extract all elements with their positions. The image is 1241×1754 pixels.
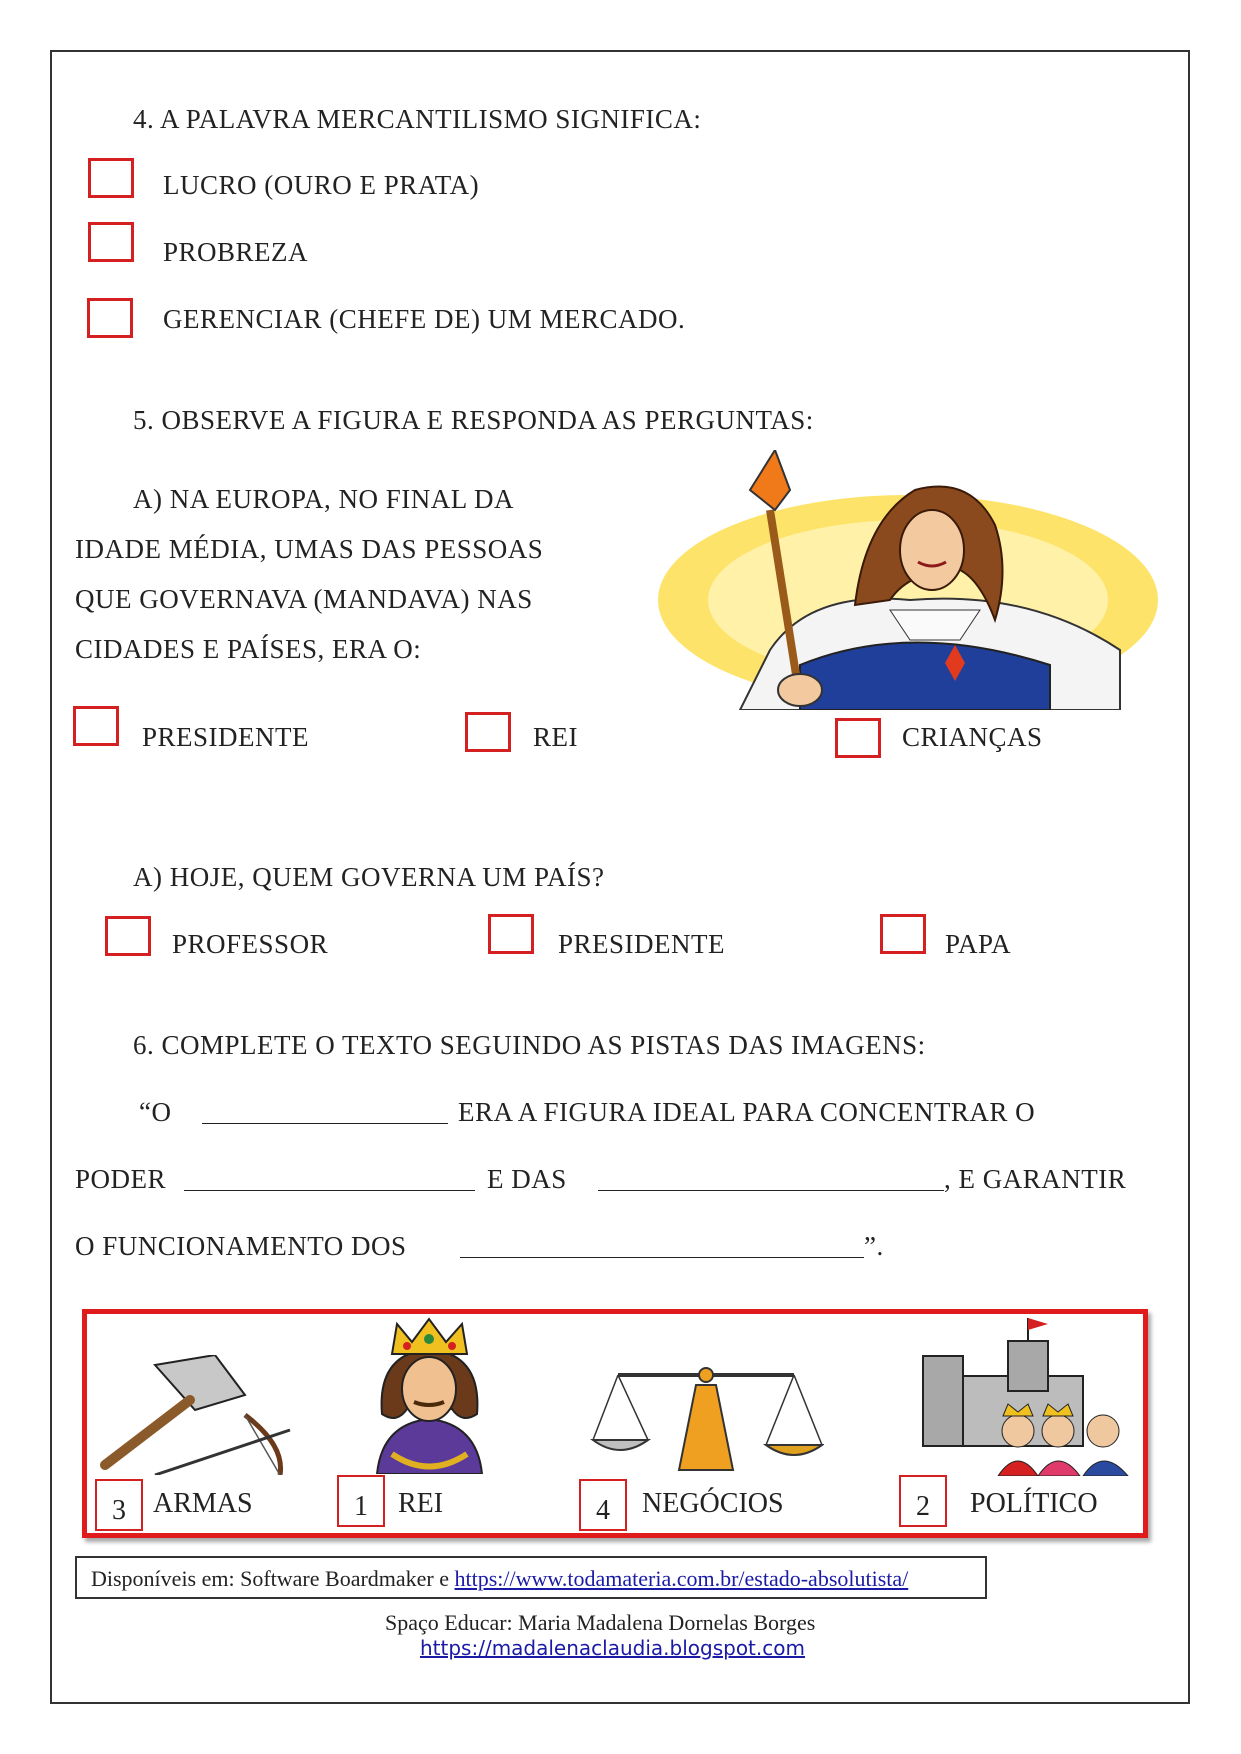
q5a-line-4: CIDADES E PAÍSES, ERA O: [75,634,422,664]
q5a-option-rei-label: REI [533,722,578,752]
source-text: Disponíveis em: Software Boardmaker e [91,1566,455,1591]
q4-option-1-checkbox[interactable] [88,158,134,198]
q6-blank-4[interactable] [460,1257,864,1258]
q5a-option-criancas-checkbox[interactable] [835,718,881,758]
q5a-option-presidente-label: PRESIDENTE [142,722,309,752]
weapons-icon [95,1355,295,1475]
q5-prompt: 5. OBSERVE A FIGURA E RESPONDA AS PERGUNTAS: [133,405,814,435]
king-icon [342,1314,517,1474]
clue-4-number: 2 [899,1475,947,1527]
q5a-line-2: IDADE MÉDIA, UMAS DAS PESSOAS [75,534,544,564]
q5b-option-papa-label: PAPA [945,929,1012,959]
q6-prompt: 6. COMPLETE O TEXTO SEGUINDO AS PISTAS DAS IMAGENS: [133,1030,926,1060]
q5b-option-papa-checkbox[interactable] [880,914,926,954]
q5a-option-presidente-checkbox[interactable] [73,706,119,746]
q5a-line-3: QUE GOVERNAVA (MANDAVA) NAS [75,584,533,614]
king-figure-illustration [650,450,1160,710]
clue-4-label: POLÍTICO [970,1488,1098,1519]
footer-blog-link[interactable]: https://madalenaclaudia.blogspot.com [420,1636,805,1660]
q5b-option-presidente-label: PRESIDENTE [558,929,725,959]
scale-icon [588,1365,824,1475]
clue-1-label: ARMAS [153,1488,253,1519]
q6-blank-3[interactable] [598,1190,944,1191]
q6-line2-end: , E GARANTIR [944,1164,1127,1194]
q5b-option-professor-checkbox[interactable] [105,916,151,956]
castle-icon [918,1316,1140,1476]
q4-option-3-label: GERENCIAR (CHEFE DE) UM MERCADO. [163,304,686,334]
source-box [75,1556,987,1599]
clue-2-number: 1 [337,1475,385,1527]
q6-blank-1[interactable] [202,1123,448,1124]
clue-2-label: REI [398,1488,444,1519]
clue-3-label: NEGÓCIOS [642,1488,784,1519]
q4-option-2-checkbox[interactable] [88,222,134,262]
q6-line3-end: ”. [864,1231,884,1261]
q6-blank-2[interactable] [184,1190,475,1191]
q6-line1-start: “O [139,1097,172,1127]
q6-line2-mid: E DAS [487,1164,567,1194]
footer-credit: Spaço Educar: Maria Madalena Dornelas Borges [385,1610,816,1635]
q6-line1-end: ERA A FIGURA IDEAL PARA CONCENTRAR O [458,1097,1036,1127]
q4-option-3-checkbox[interactable] [87,298,133,338]
source-link[interactable]: https://www.todamateria.com.br/estado-absolutista/ [454,1566,909,1591]
q5a-option-criancas-label: CRIANÇAS [902,722,1043,752]
q5b-option-professor-label: PROFESSOR [172,929,329,959]
clue-1-number: 3 [95,1479,143,1531]
q4-prompt: 4. A PALAVRA MERCANTILISMO SIGNIFICA: [133,104,702,134]
q5b-option-presidente-checkbox[interactable] [488,914,534,954]
q5a-line-1: A) NA EUROPA, NO FINAL DA [133,484,515,514]
q4-option-1-label: LUCRO (OURO E PRATA) [163,170,480,200]
q5b-prompt: A) HOJE, QUEM GOVERNA UM PAÍS? [133,862,605,892]
q4-option-2-label: PROBREZA [163,237,309,267]
q5a-option-rei-checkbox[interactable] [465,712,511,752]
clue-3-number: 4 [579,1479,627,1531]
q6-line3-start: O FUNCIONAMENTO DOS [75,1231,407,1261]
q6-line2-start: PODER [75,1164,167,1194]
